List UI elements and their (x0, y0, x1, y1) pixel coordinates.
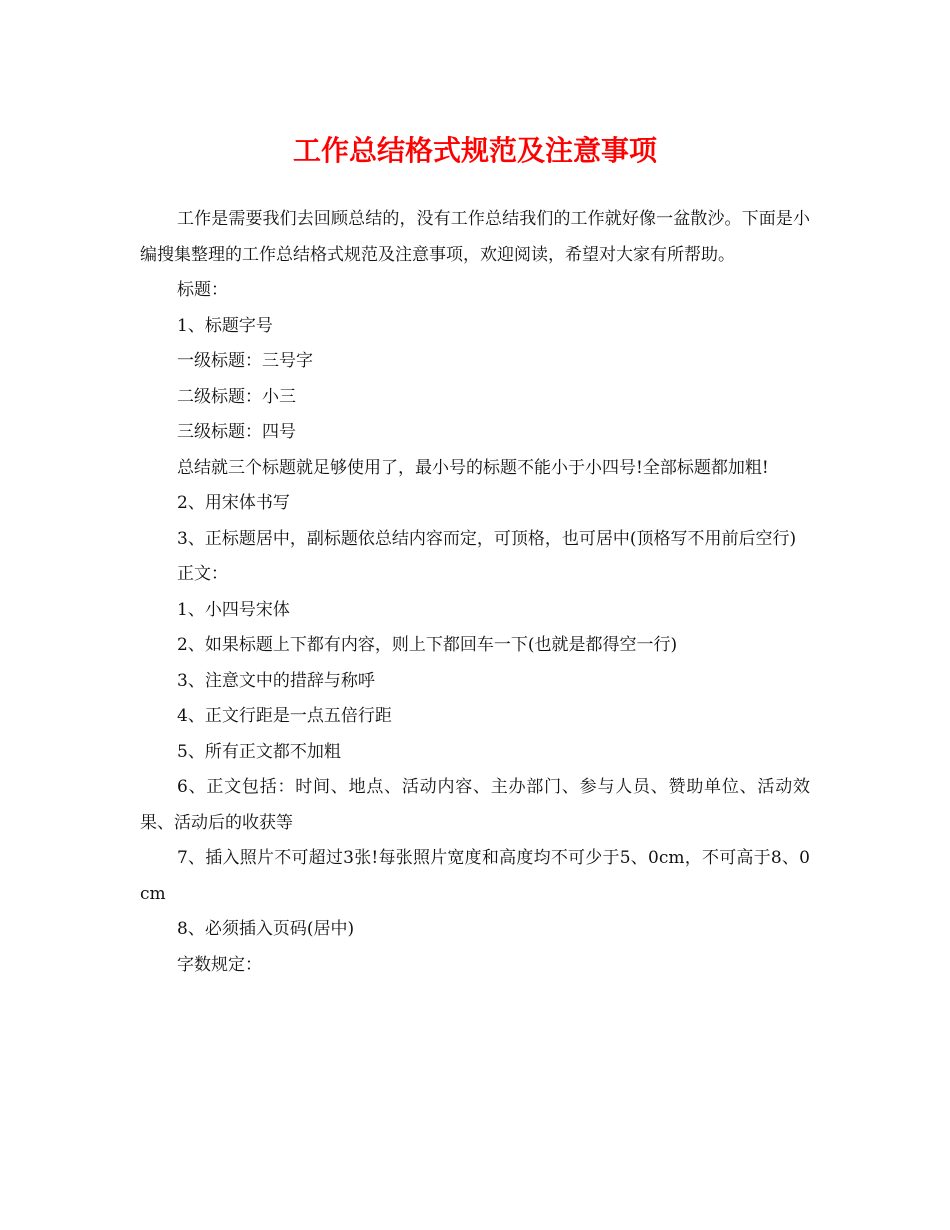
document-body (140, 202, 810, 983)
paragraph: 总结就三个标题就足够使用了，最小号的标题不能小于小四号!全部标题都加粗! (177, 457, 769, 478)
list-item: 4、正文行距是一点五倍行距 (177, 706, 392, 726)
list-item: 7、插入照片不可超过3张!每张照片宽度和高度均不可少于5、0cm，不可高于8、0cm (140, 848, 810, 904)
list-item: 2、如果标题上下都有内容，则上下都回车一下(也就是都得空一行) (177, 635, 678, 655)
list-item: 1、小四号宋体 (177, 599, 290, 620)
list-item: 三级标题：四号 (177, 422, 296, 442)
list-item: 一级标题：三号字 (177, 351, 313, 371)
list-item: 二级标题：小三 (177, 386, 296, 407)
document-title: 工作总结格式规范及注意事项 (292, 134, 657, 167)
section-heading-word-count: 字数规定： (177, 954, 262, 975)
section-heading-title: 标题： (177, 280, 228, 300)
list-item: 6、正文包括：时间、地点、活动内容、主办部门、参与人员、赞助单位、活动效果、活动后的收获等 (140, 777, 810, 833)
list-item: 3、注意文中的措辞与称呼 (177, 670, 375, 691)
section-heading-body: 正文： (177, 564, 228, 584)
intro-paragraph: 工作是需要我们去回顾总结的，没有工作总结我们的工作就好像一盆散沙。下面是小编搜集整理的工作总结格式规范及注意事项，欢迎阅读，希望对大家有所帮助。 (140, 209, 810, 265)
list-item: 3、正标题居中，副标题依总结内容而定，可顶格，也可居中(顶格写不用前后空行) (177, 528, 797, 549)
list-item: 5、所有正文都不加粗 (177, 741, 341, 762)
list-item: 8、必须插入页码(居中) (177, 919, 355, 939)
list-item: 2、用宋体书写 (177, 493, 290, 513)
list-item: 1、标题字号 (177, 315, 273, 336)
